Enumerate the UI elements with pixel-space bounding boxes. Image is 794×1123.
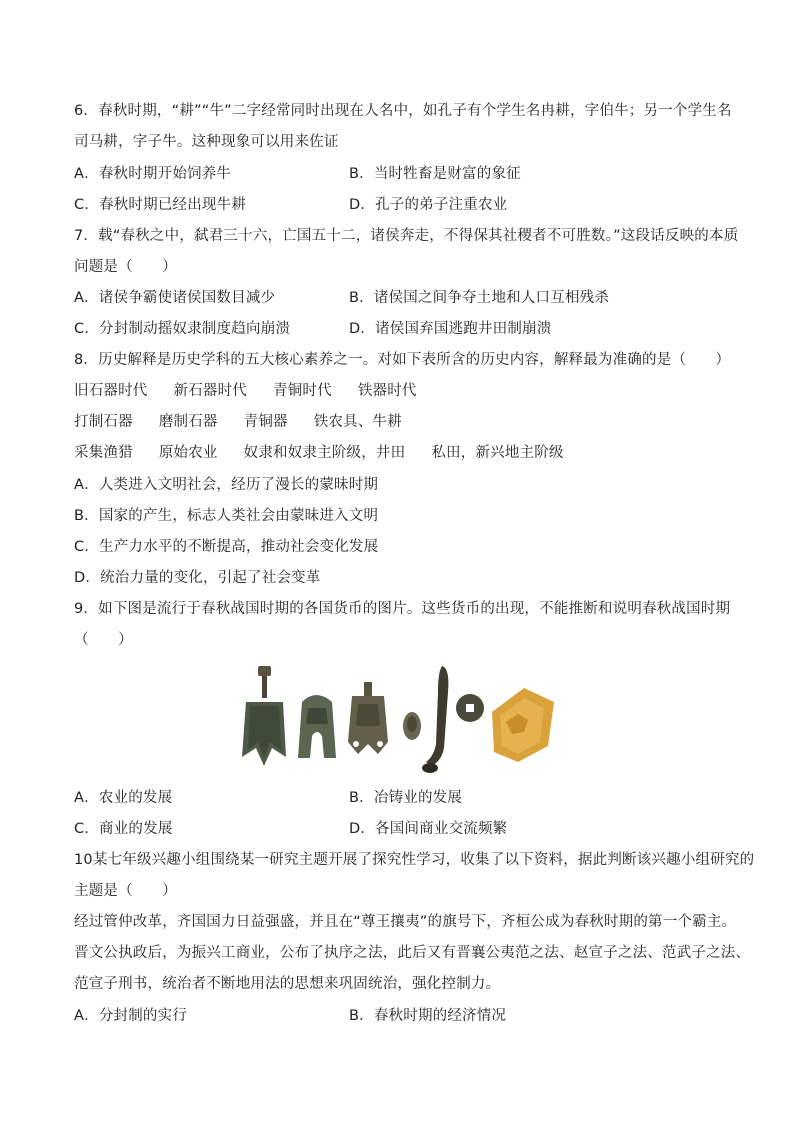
q8-table-cell: 打制石器: [74, 414, 133, 430]
q10-stem-line2: 主题是（ ）: [74, 883, 177, 899]
q10-material-line3: 范宣子刑书，统治者不断地用法的思想来巩固统治，强化控制力。: [74, 976, 501, 992]
q6-stem-line1: 6．春秋时期，“耕”“牛”二字经常同时出现在人名中，如孔子有个学生名冉耕，字伯牛；另一个学生名: [74, 103, 732, 119]
q8-table-cell: 私田，新兴地主阶级: [431, 445, 564, 461]
knife-coin: [422, 666, 448, 773]
ant-nose-coin: [403, 712, 421, 740]
q6-option-b: B．当时牲畜是财富的象征: [349, 166, 521, 182]
q7-stem-line2: 问题是（ ）: [74, 259, 177, 275]
q8-table-cell: 奴隶和奴隶主阶级，井田: [243, 445, 406, 461]
q7-stem-line1: 7．载“春秋之中，弑君三十六，亡国五十二，诸侯奔走，不得保其社稷者不可胜数。”这段话反映的本质: [74, 228, 739, 244]
q8-table-row: [74, 412, 428, 432]
q8-table-cell: 青铜时代: [273, 383, 332, 399]
q8-table-cell: 铁器时代: [357, 383, 417, 399]
q8-table-cell: 采集渔猎: [74, 445, 133, 461]
q8-table-row: [74, 381, 443, 401]
q10-option-a: A．分封制的实行: [74, 1008, 188, 1024]
q7-option-a: A．诸侯争霸使诸侯国数目减少: [74, 290, 276, 306]
q9-option-a: A．农业的发展: [74, 790, 173, 806]
round-coin: [456, 694, 484, 722]
q9-option-c: C．商业的发展: [74, 821, 173, 837]
q8-table-cell: 新石器时代: [173, 383, 247, 399]
q8-table-cell: 青铜器: [243, 414, 288, 430]
q8-table-row: [74, 443, 590, 463]
q8-option-b: B．国家的产生，标志人类社会由蒙昧进入文明: [74, 508, 379, 524]
q8-option-c: C．生产力水平的不断提高，推动社会变化发展: [74, 539, 379, 555]
gold-plate-coin: [492, 688, 554, 762]
q9-option-b: B．冶铸业的发展: [349, 790, 463, 806]
q6-option-a: A．春秋时期开始饲养牛: [74, 166, 232, 182]
q6-stem-line2: 司马耕，字子牛。这种现象可以用来佐证: [74, 134, 339, 150]
arched-spade-coin: [298, 695, 336, 758]
q10-material-line1: 经过管仲改革，齐国国力日益强盛，并且在“尊王攘夷”的旗号下，齐桓公成为春秋时期的第一个霸主。: [74, 914, 737, 930]
q8-table-cell: 旧石器时代: [74, 383, 148, 399]
q8-stem-line1: 8．历史解释是历史学科的五大核心素养之一。对如下表所含的历史内容，解释最为准确的是（ ）: [74, 352, 731, 368]
q9-stem-line1: 9．如下图是流行于春秋战国时期的各国货币的图片。这些货币的出现，不能推断和说明春秋战国时期: [74, 601, 731, 617]
q8-table-cell: 磨制石器: [158, 414, 218, 430]
q9-stem-line2: （ ）: [74, 632, 133, 648]
q8-table-cell: 原始农业: [158, 445, 218, 461]
q6-option-c: C．春秋时期已经出现牛耕: [74, 197, 247, 213]
q10-material-line2: 晋文公执政后，为振兴工商业，公布了执序之法，此后又有晋襄公夷范之法、赵宣子之法、范武子之法、: [74, 945, 751, 961]
q8-table-cell: 铁农具、牛耕: [313, 414, 402, 430]
q8-option-a: A．人类进入文明社会，经历了漫长的蒙昧时期: [74, 477, 379, 493]
pointed-foot-coin: [348, 682, 388, 754]
q10-stem-line1: 10某七年级兴趣小组围绕某一研究主题开展了探究性学习，收集了以下资料，据此判断该兴趣小组研究的: [74, 852, 755, 868]
q7-option-b: B．诸侯国之间争夺土地和人口互相残杀: [349, 290, 610, 306]
q7-option-c: C．分封制动摇奴隶制度趋向崩溃: [74, 321, 291, 337]
spade-coin: [242, 666, 286, 766]
q8-option-d: D．统治力量的变化，引起了社会变革: [74, 570, 321, 586]
q7-option-d: D．诸侯国弃国逃跑井田制崩溃: [349, 321, 552, 337]
q10-option-b: B．春秋时期的经济情况: [349, 1008, 507, 1024]
q6-option-d: D．孔子的弟子注重农业: [349, 197, 508, 213]
ancient-coins-image: [236, 662, 558, 774]
q9-option-d: D．各国间商业交流频繁: [349, 821, 508, 837]
